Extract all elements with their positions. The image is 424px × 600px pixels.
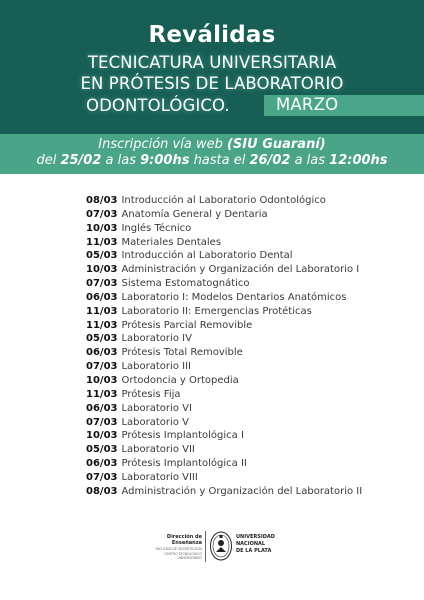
exam-row bbox=[86, 319, 416, 333]
exam-subject: Anatomía General y Dentaria bbox=[121, 208, 268, 220]
exam-subject: Inglés Técnico bbox=[121, 222, 192, 234]
exam-row bbox=[86, 222, 416, 236]
exam-subject: Prótesis Parcial Removible bbox=[121, 319, 253, 331]
exam-row bbox=[86, 388, 416, 402]
registration-line-1 bbox=[0, 137, 424, 152]
exam-date: 11/03 bbox=[86, 305, 118, 317]
exam-row bbox=[86, 360, 416, 374]
department-sub-line-1: FACULTAD DE ODONTOLOGÍA bbox=[155, 547, 202, 551]
exam-date: 10/03 bbox=[86, 222, 118, 234]
exam-date: 10/03 bbox=[86, 264, 118, 276]
department-sub-line-2: CENTRO TECNOLÓGICO UNIVERSITARIO bbox=[164, 552, 202, 560]
exam-subject: Administración y Organización del Laboratorio II bbox=[121, 485, 363, 497]
university-seal-icon bbox=[209, 530, 233, 562]
at-label-2: a las bbox=[290, 153, 330, 168]
program-name-line-3: ODONTOLÓGICO. bbox=[86, 96, 230, 115]
exam-row bbox=[86, 485, 416, 499]
exam-row bbox=[86, 263, 416, 277]
exam-subject: Prótesis Fija bbox=[121, 388, 181, 400]
department-name: Dirección de Enseñanza bbox=[166, 534, 202, 546]
exam-subject: Laboratorio V bbox=[121, 416, 189, 428]
exam-date: 08/03 bbox=[86, 485, 118, 497]
exam-date: 11/03 bbox=[86, 236, 118, 248]
exam-row bbox=[86, 374, 416, 388]
university-line-1: UNIVERSIDAD bbox=[236, 534, 275, 540]
exam-subject: Prótesis Total Removible bbox=[121, 347, 243, 359]
until-label: hasta el bbox=[189, 153, 250, 168]
exam-date: 06/03 bbox=[86, 458, 118, 470]
exam-row bbox=[86, 457, 416, 471]
exam-row bbox=[86, 402, 416, 416]
exam-date: 06/03 bbox=[86, 402, 118, 414]
exam-subject: Prótesis Implantológica II bbox=[121, 458, 247, 470]
university-name bbox=[236, 534, 275, 555]
exam-subject: Materiales Dentales bbox=[121, 236, 222, 248]
start-date: 25/02 bbox=[60, 153, 102, 168]
exam-row bbox=[86, 194, 416, 208]
exam-row bbox=[86, 236, 416, 250]
footer-divider bbox=[205, 531, 206, 562]
exam-date: 05/03 bbox=[86, 250, 118, 262]
exam-date: 05/03 bbox=[86, 333, 118, 345]
exam-subject: Laboratorio II: Emergencias Protéticas bbox=[121, 305, 312, 317]
at-label-1: a las bbox=[101, 153, 141, 168]
exam-subject: Laboratorio III bbox=[121, 361, 191, 373]
exam-date: 07/03 bbox=[86, 278, 118, 290]
exam-date: 11/03 bbox=[86, 319, 118, 331]
program-name-line-1: TECNICATURA UNIVERSITARIA bbox=[87, 53, 337, 72]
from-label: del bbox=[36, 153, 61, 168]
exam-subject: Prótesis Implantológica I bbox=[121, 430, 244, 442]
exam-row bbox=[86, 332, 416, 346]
program-name-line-2: EN PRÓTESIS DE LABORATORIO bbox=[80, 74, 344, 93]
exam-subject: Laboratorio IV bbox=[121, 333, 192, 345]
exam-date: 11/03 bbox=[86, 388, 118, 400]
exam-subject: Laboratorio VII bbox=[121, 444, 195, 456]
exam-subject: Ortodoncia y Ortopedia bbox=[121, 374, 239, 386]
exam-row bbox=[86, 277, 416, 291]
exam-row bbox=[86, 249, 416, 263]
registration-line-2 bbox=[0, 153, 424, 168]
start-time: 9:00hs bbox=[140, 153, 190, 168]
exam-subject: Introducción al Laboratorio Dental bbox=[121, 250, 293, 262]
exam-date: 07/03 bbox=[86, 361, 118, 373]
exam-row bbox=[86, 471, 416, 485]
exam-date: 07/03 bbox=[86, 208, 118, 220]
exam-row bbox=[86, 429, 416, 443]
department-block bbox=[140, 534, 202, 560]
registration-prefix: Inscripción vía web bbox=[98, 137, 227, 152]
exam-date: 08/03 bbox=[86, 195, 118, 206]
exam-subject: Laboratorio VIII bbox=[121, 471, 198, 483]
university-line-3: DE LA PLATA bbox=[236, 548, 272, 554]
end-time: 12:00hs bbox=[329, 153, 388, 168]
exam-date: 10/03 bbox=[86, 430, 118, 442]
exam-row bbox=[86, 416, 416, 430]
exam-date: 07/03 bbox=[86, 416, 118, 428]
exam-subject: Administración y Organización del Laboratorio I bbox=[121, 264, 360, 276]
exam-subject: Laboratorio VI bbox=[121, 402, 192, 414]
exam-row bbox=[86, 291, 416, 305]
exam-date: 06/03 bbox=[86, 347, 118, 359]
exam-row bbox=[86, 208, 416, 222]
end-date: 26/02 bbox=[249, 153, 291, 168]
page-title: Reválidas bbox=[148, 22, 276, 48]
exam-date: 07/03 bbox=[86, 471, 118, 483]
exam-row bbox=[86, 443, 416, 457]
exam-schedule-list bbox=[86, 194, 416, 499]
exam-date: 05/03 bbox=[86, 444, 118, 456]
exam-row bbox=[86, 305, 416, 319]
exam-date: 06/03 bbox=[86, 291, 118, 303]
month-label: MARZO bbox=[276, 95, 339, 114]
exam-row bbox=[86, 346, 416, 360]
university-line-2: NACIONAL bbox=[236, 541, 266, 547]
exam-subject: Sistema Estomatognático bbox=[121, 278, 250, 290]
exam-subject: Laboratorio I: Modelos Dentarios Anatómicos bbox=[121, 291, 347, 303]
exam-subject: Introducción al Laboratorio Odontológico bbox=[121, 195, 326, 206]
exam-date: 10/03 bbox=[86, 374, 118, 386]
registration-system: (SIU Guaraní) bbox=[226, 137, 326, 152]
